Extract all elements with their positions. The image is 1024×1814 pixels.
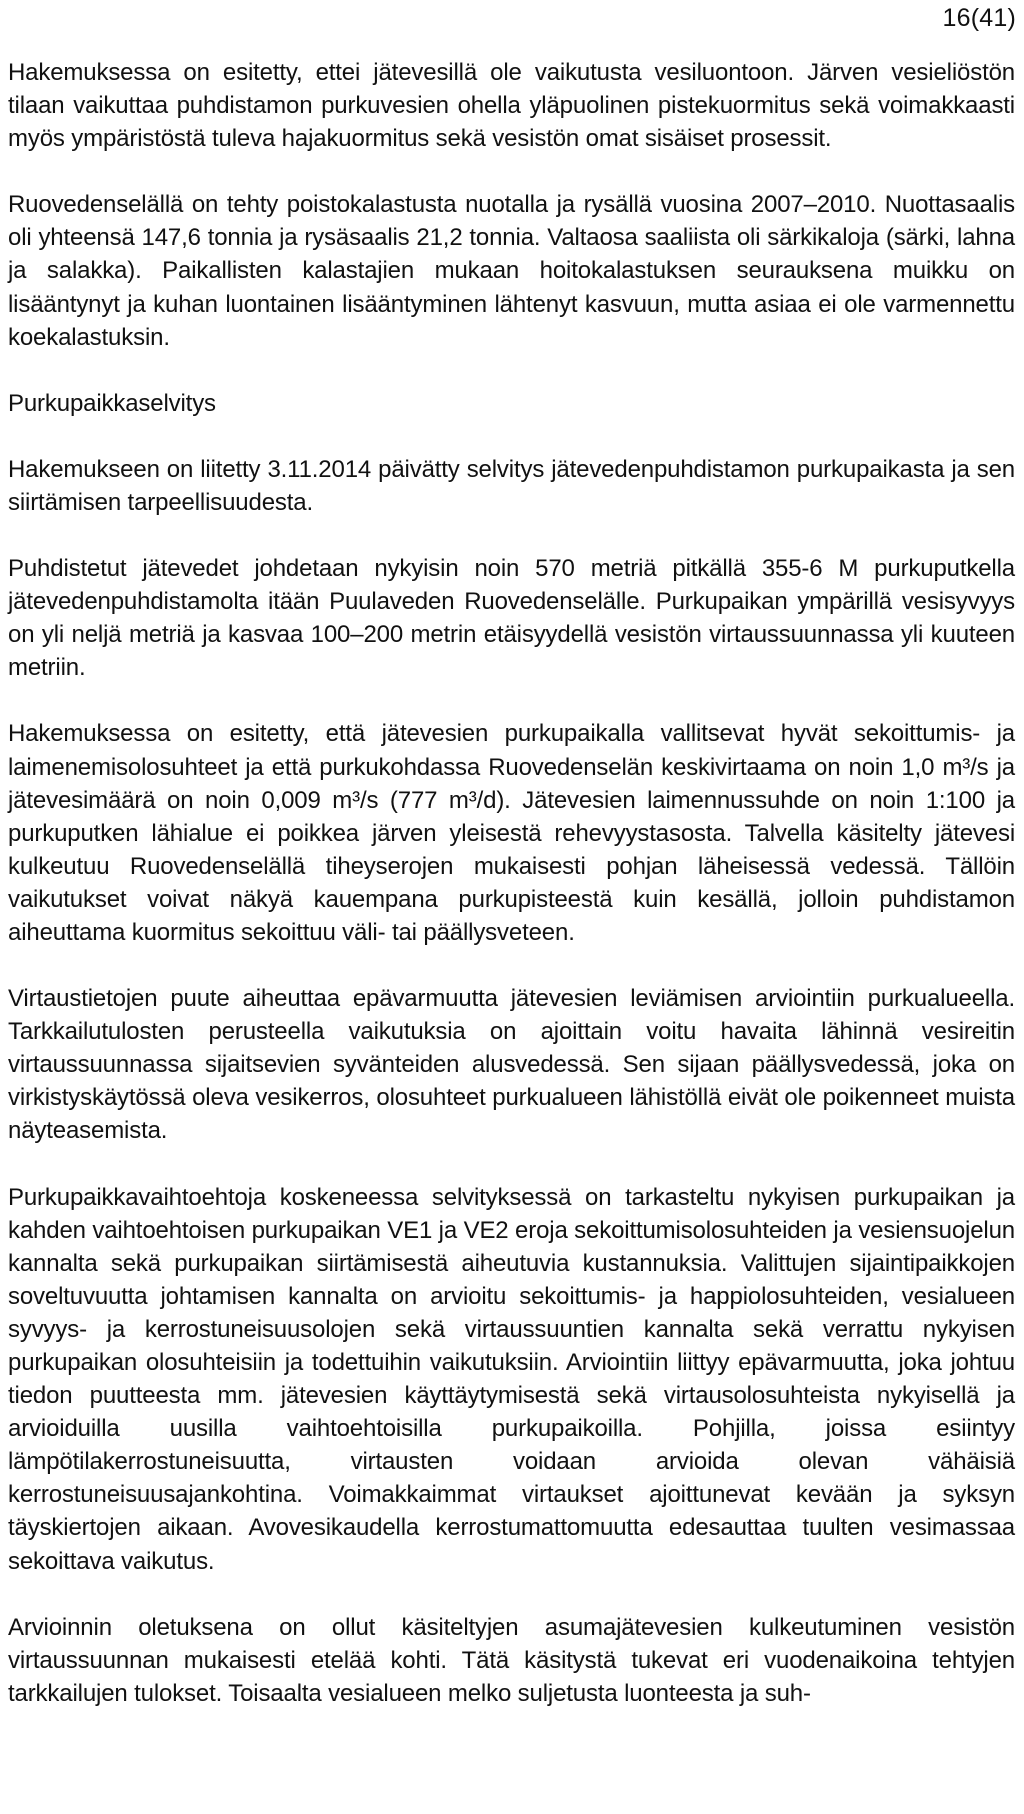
paragraph-alternative-locations: Purkupaikkavaihtoehtoja koskeneessa selvityksessä on tarkasteltu nykyisen purkupaikan ja kahden vaihtoehtoisen purkupaikan VE1 ja VE2 eroja sekoittumisolosuhteiden ja vesiensuojelun kannalta sekä purkupaikan siirtämisestä aiheutuvia kustannuksia. Valittujen sijaintipaikkojen soveltuvuutta johtamisen kannalta on arvioitu sekoittumis- ja happiolosuhteiden, vesialueen syvyys- ja kerrostuneisuusolojen sekä virtaussuuntien kannalta sekä verrattu nykyisen purkupaikan olosuhteisiin ja todettuihin vaikutuksiin. Arviointiin liittyy epävarmuutta, joka johtuu tiedon puutteesta mm. jätevesien käyttäytymisestä sekä virtausolosuhteista nykyisellä ja arvioiduilla uusilla vaihtoehtoisilla purkupaikoilla. Pohjilla, joissa esiintyy lämpötilakerrostuneisuutta, virtausten voidaan arvioida olevan vähäisiä kerrostuneisuusajankohtina. Voimakkaimmat virtaukset ajoittunevat kevään ja syksyn täyskiertojen aikaan. Avovesikaudella kerrostumattomuutta edesauttaa tuulten vesimassaa sekoittava vaikutus.	[8, 1183, 1015, 1575]
page-number: 16(41)	[942, 4, 1016, 32]
paragraph-assessment-assumption: Arvioinnin oletuksena on ollut käsiteltyjen asumajätevesien kulkeutuminen vesistön virtaussuunnan mukaisesti etelää kohti. Tätä käsitystä tukevat eri vuodenaikoina tehtyjen tarkkailujen tulokset. Toisaalta vesialueen melko suljetusta luonteesta ja suh-	[8, 1613, 1015, 1707]
paragraph-attached-report: Hakemukseen on liitetty 3.11.2014 päivätty selvitys jätevedenpuhdistamon purkupaikasta ja sen siirtämisen tarpeellisuudesta.	[8, 455, 1015, 516]
paragraph-mixing-conditions: Hakemuksessa on esitetty, että jätevesien purkupaikalla vallitsevat hyvät sekoittumis- ja laimenemisolosuhteet ja että purkukohdassa Ruovedenselän keskivirtaama on noin 1,0 m³/s ja jätevesimäärä on noin 0,009 m³/s (777 m³/d). Jätevesien laimennussuhde on noin 1:100 ja purkuputken lähialue ei poikkea järven yleisestä rehevyystasosta. Talvella käsitelty jätevesi kulkeutuu Ruovedenselällä tiheyserojen mukaisesti pohjan läheisessä vedessä. Tällöin vaikutukset voivat näkyä kauempana purkupisteestä kuin kesällä, jolloin puhdistamon aiheuttama kuormitus sekoittuu väli- tai päällysveteen.	[8, 720, 1015, 946]
section-heading-purkupaikkaselvitys: Purkupaikkaselvitys	[8, 389, 216, 417]
document-body	[8, 56, 1015, 1710]
paragraph-flow-uncertainty: Virtaustietojen puute aiheuttaa epävarmuutta jätevesien leviämisen arviointiin purkualueella. Tarkkailutulosten perusteella vaikutuksia on ajoittain voitu havaita lähinnä vesireitin virtaussuunnassa sijaitsevien syvänteiden alusvedessä. Sen sijaan päällysvedessä, joka on virkistyskäytössä oleva vesikerros, olosuhteet purkualueen lähistöllä eivät ole poikenneet muista näyteasemista.	[8, 985, 1015, 1145]
paragraph-fish-removal: Ruovedenselällä on tehty poistokalastusta nuotalla ja rysällä vuosina 2007–2010. Nuottasaalis oli yhteensä 147,6 tonnia ja rysäsaalis 21,2 tonnia. Valtaosa saaliista oli särkikaloja (särki, lahna ja salakka). Paikallisten kalastajien mukaan hoitokalastuksen seurauksena muikku on lisääntynyt ja kuhan luontainen lisääntyminen lähtenyt kasvuun, mutta asiaa ei ole varmennettu koekalastuksin.	[8, 191, 1015, 351]
paragraph-wastewater-impact: Hakemuksessa on esitetty, ettei jätevesillä ole vaikutusta vesiluontoon. Järven vesieliöstön tilaan vaikuttaa puhdistamon purkuvesien ohella yläpuolinen pistekuormitus sekä voimakkaasti myös ympäristöstä tuleva hajakuormitus sekä vesistön omat sisäiset prosessit.	[8, 59, 1015, 153]
paragraph-discharge-pipe: Puhdistetut jätevedet johdetaan nykyisin noin 570 metriä pitkällä 355-6 M purkuputkella jätevedenpuhdistamolta itään Puulaveden Ruovedenselälle. Purkupaikan ympärillä vesisyvyys on yli neljä metriä ja kasvaa 100–200 metrin etäisyydellä vesistön virtaussuunnassa yli kuuteen metriin.	[8, 555, 1015, 682]
